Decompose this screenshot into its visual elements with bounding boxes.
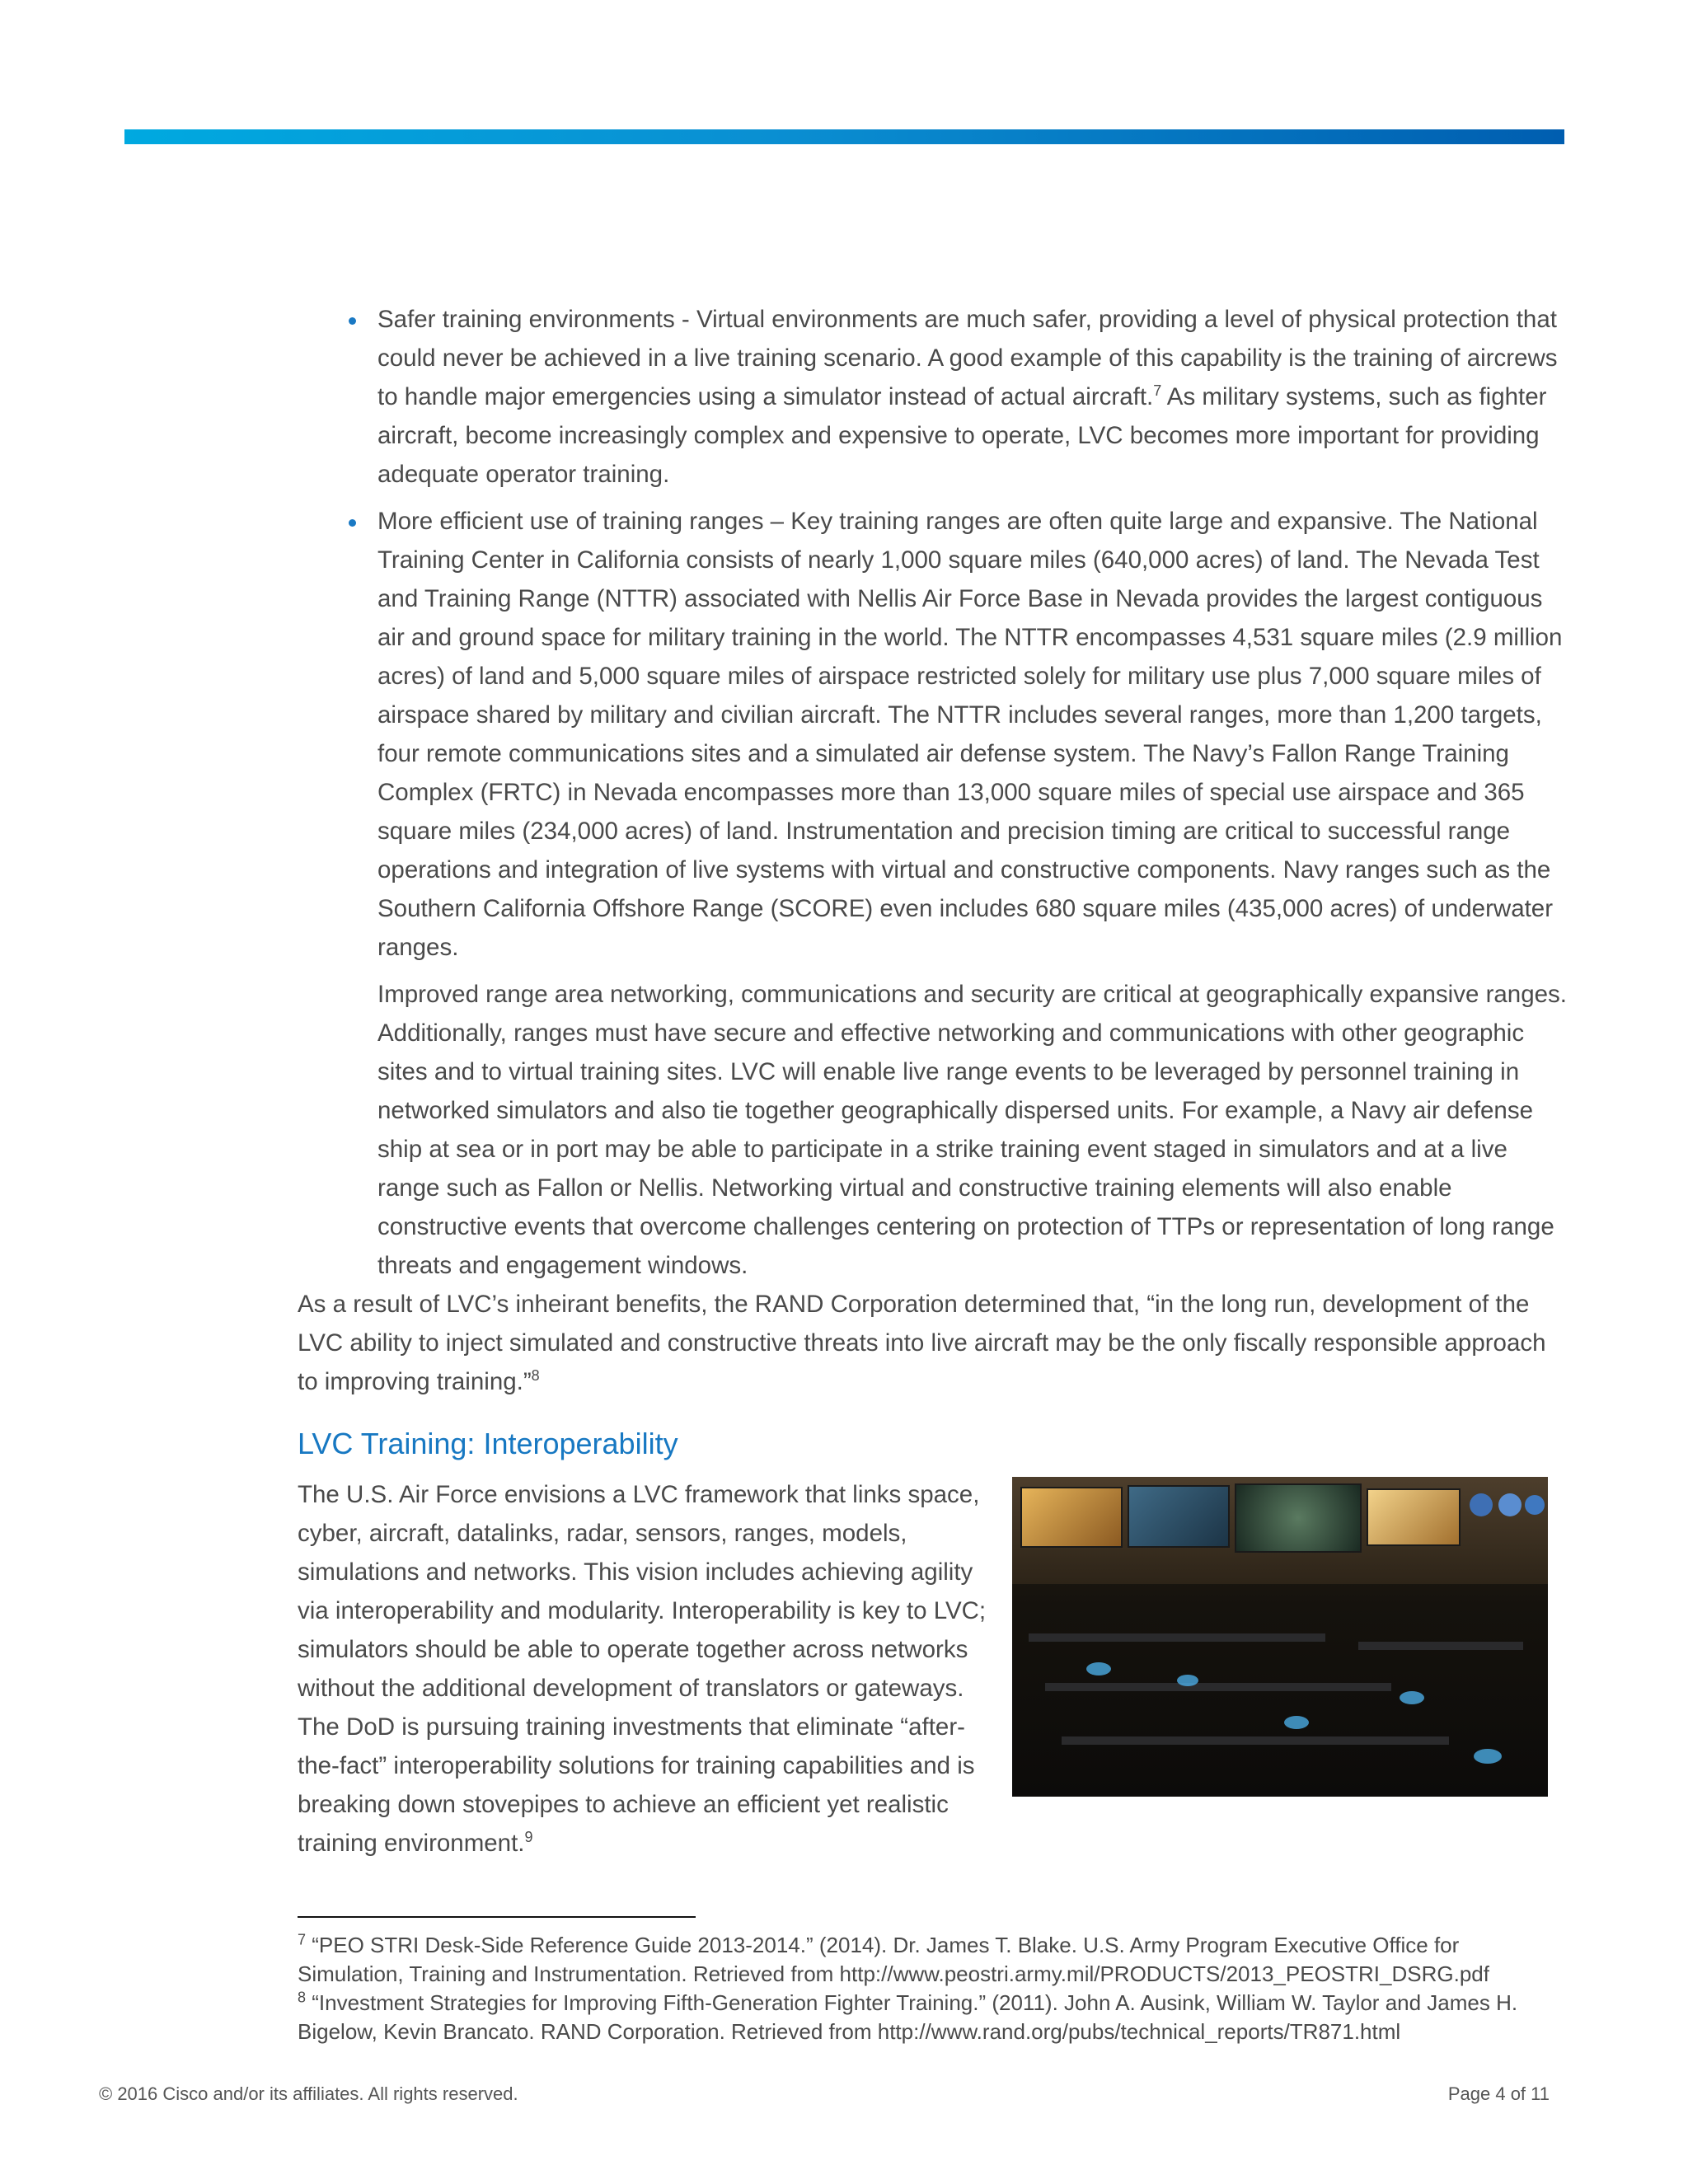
footnote-number: 8 [298,1989,307,2006]
footnote-ref[interactable]: 9 [524,1829,533,1846]
list-item [298,502,1567,967]
photo-screen [1235,1483,1362,1553]
photo-screen [1367,1488,1461,1546]
photo-monitor-glow [1474,1749,1502,1764]
bullet-icon [349,317,356,325]
photo-emblem [1498,1493,1522,1516]
section-heading: LVC Training: Interoperability [298,1427,678,1460]
list-item [298,300,1567,494]
footnote-divider [298,1916,696,1918]
photo-screen [1128,1485,1230,1548]
photo-desk [1045,1683,1391,1691]
page-body [298,300,1567,1863]
photo-monitor-glow [1400,1691,1424,1704]
footnote-text: “Investment Strategies for Improving Fifth-Generation Fighter Training.” (2011). John A. Ausink, William W. Taylor and James H. Bigelow, Kevin Brancato. RAND Corporation. Retrieved from http://www.rand.org/pubs/technical_reports/TR871.html [298,1990,1518,2044]
footnote-number: 7 [298,1931,307,1948]
photo-emblem [1525,1495,1545,1515]
footer-page-number: Page 4 of 11 [1447,2083,1550,2104]
bullet-continuation-paragraph: Improved range area networking, communications and security are critical at geographically expansive ranges. Additionally, ranges must have secure and effective networking and communications with other geographic sites and to virtual training sites. LVC will enable live range events to be leveraged by personnel training in networked simulators and also tie together geographically dispersed units. For example, a Navy air defense ship at sea or in port may be able to participate in a strike training event staged in simulators and at a live range such as Fallon or Nellis. Networking virtual and constructive training elements will also enable constructive events that overcome challenges centering on protection of TTPs or representation of long range threats and engagement windows. [377,981,1567,1279]
interoperability-section [298,1475,1567,1863]
photo-emblem [1470,1493,1493,1516]
footnote-text: “PEO STRI Desk-Side Reference Guide 2013-2014.” (2014). Dr. James T. Blake. U.S. Army Program Executive Office for Simulation, Training and Instrumentation. Retrieved from http://www.peostri.army.mil/PRODUCTS/2013_PEOSTRI_DSRG.pdf [298,1933,1489,1986]
rand-paragraph-text: As a result of LVC’s inheirant benefits, the RAND Corporation determined that, “in the long run, development of the LVC ability to inject simulated and constructive threats into live aircraft may be the only fiscally responsible approach to improving training.” [298,1291,1546,1395]
footnote [298,1989,1567,2046]
photo-desk [1358,1642,1523,1650]
header-accent-bar [124,129,1564,144]
footnotes [298,1931,1567,2046]
photo-monitor-glow [1177,1675,1198,1686]
bullet-text: More efficient use of training ranges – Key training ranges are often quite large and expansive. The National Training Center in California consists of nearly 1,000 square miles (640,000 acres) of land. The Nevada Test and Training Range (NTTR) associated with Nellis Air Force Base in Nevada provides the largest contiguous air and ground space for military training in the world. The NTTR encompasses 4,531 square miles (2.9 million acres) of land and 5,000 square miles of airspace restricted solely for military use plus 7,000 square miles of airspace shared by military and civilian aircraft. The NTTR includes several ranges, more than 1,200 targets, four remote communications sites and a simulated air defense system. The Navy’s Fallon Range Training Complex (FRTC) in Nevada encompasses more than 13,000 square miles of special use airspace and 365 square miles (234,000 acres) of land. Instrumentation and precision timing are critical to successful range operations and integration of live systems with virtual and constructive components. Navy ranges such as the Southern California Offshore Range (SCORE) even includes 680 square miles (435,000 acres) of underwater ranges. [377,508,1563,961]
photo-monitor-glow [1086,1662,1111,1675]
operations-center-photo [1012,1477,1548,1797]
photo-desk [1029,1633,1325,1642]
photo-desk [1062,1736,1449,1745]
footnote-ref[interactable]: 8 [531,1367,540,1385]
footnote [298,1931,1567,1989]
interoperability-text: The U.S. Air Force envisions a LVC framework that links space, cyber, aircraft, datalinks, radar, sensors, ranges, models, simulations and networks. This vision includes achieving agility via interoperability and modularity. Interoperability is key to LVC; simulators should be able to operate together across networks without the additional development of translators or gateways. The DoD is pursuing training investments that eliminate “after-the-fact” interoperability solutions for training capabilities and is breaking down stovepipes to achieve an efficient yet realistic training environment. [298,1481,987,1857]
bullet-icon [349,519,356,527]
photo-screen [1020,1487,1123,1548]
bullet-text-continued: As military systems, such as fighter aircraft, become increasingly complex and expensive to operate, LVC becomes more important for providing adequate operator training. [377,383,1547,488]
rand-paragraph [298,1285,1567,1401]
photo-monitor-glow [1284,1716,1309,1729]
bullet-list [298,300,1567,967]
footer-copyright: © 2016 Cisco and/or its affiliates. All rights reserved. [99,2083,518,2104]
footnote-ref[interactable]: 7 [1153,382,1162,400]
bullet-text: Safer training environments - Virtual environments are much safer, providing a level of physical protection that could never be achieved in a live training scenario. A good example of this capability is the training of aircrews to handle major emergencies using a simulator instead of actual aircraft. [377,306,1558,410]
